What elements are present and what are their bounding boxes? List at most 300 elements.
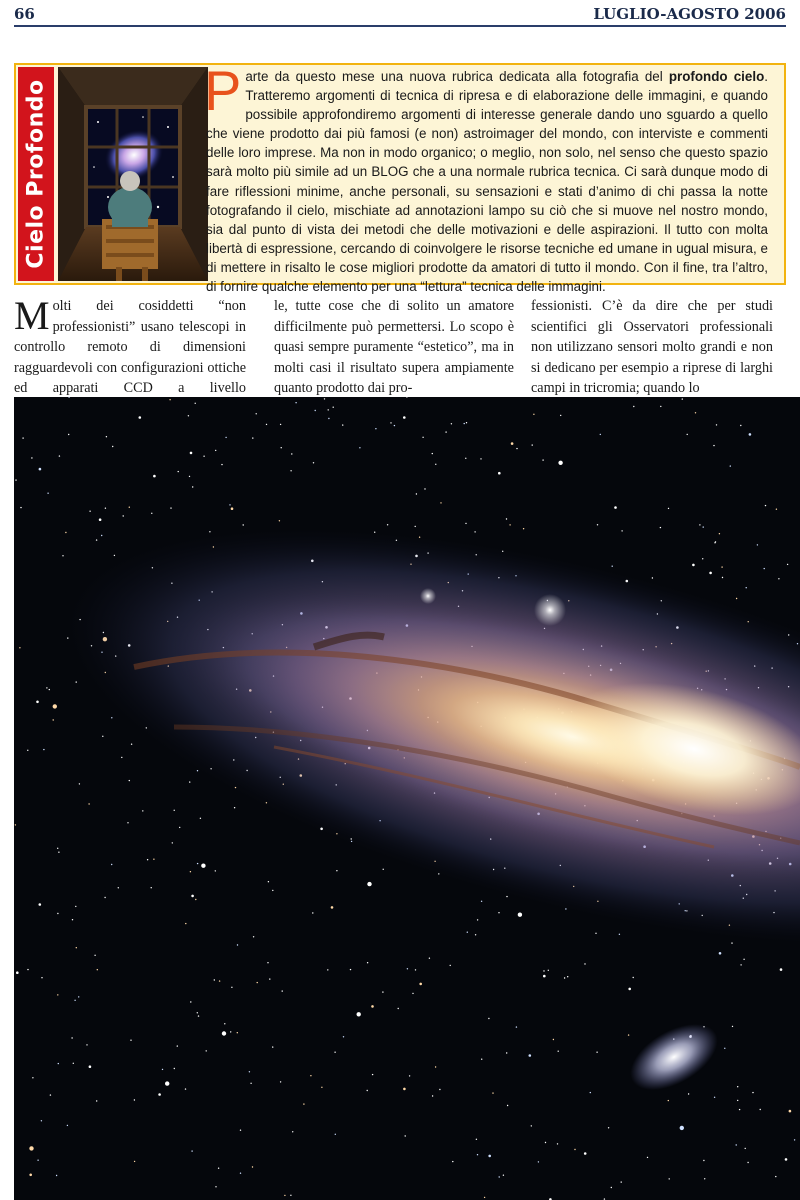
- star: [435, 1066, 436, 1067]
- star: [668, 1100, 669, 1101]
- star: [231, 507, 234, 510]
- star: [682, 398, 683, 399]
- star: [730, 465, 731, 466]
- star: [101, 535, 102, 536]
- star: [257, 982, 258, 983]
- star: [614, 506, 617, 509]
- star: [27, 750, 28, 751]
- star: [214, 979, 215, 980]
- star: [412, 993, 413, 994]
- star: [190, 1001, 191, 1002]
- star: [112, 446, 113, 447]
- star: [403, 416, 406, 419]
- astronomer-illustration-svg: [58, 67, 208, 281]
- star: [789, 1110, 792, 1113]
- star: [746, 587, 747, 588]
- star: [203, 456, 204, 457]
- star: [518, 913, 522, 917]
- article-column-1-text: olti dei cosiddetti “non professionisti” usano telescopi in controllo remoto di dimensioni ragguardevoli con configurazioni ottiche ed apparati CCD a livello: [14, 298, 246, 396]
- star: [172, 842, 173, 843]
- star: [65, 532, 66, 533]
- header-rule: [14, 25, 786, 27]
- star: [628, 988, 631, 991]
- star: [292, 1131, 293, 1132]
- star: [543, 970, 544, 971]
- star: [153, 859, 154, 860]
- star: [553, 1039, 554, 1040]
- star: [37, 1160, 38, 1161]
- star: [267, 962, 268, 963]
- star: [178, 471, 179, 472]
- star: [106, 436, 107, 437]
- star: [139, 416, 142, 419]
- star: [390, 422, 391, 423]
- star: [394, 425, 395, 426]
- star: [383, 869, 384, 870]
- star: [57, 913, 58, 914]
- star: [422, 437, 423, 438]
- star: [736, 598, 737, 599]
- star: [440, 502, 441, 503]
- star: [350, 969, 351, 970]
- star: [58, 852, 59, 853]
- star: [315, 410, 316, 411]
- star: [218, 1168, 219, 1169]
- star: [231, 987, 232, 988]
- intro-text: [204, 59, 768, 296]
- star: [574, 1149, 575, 1150]
- star: [731, 942, 732, 943]
- star: [67, 637, 68, 638]
- star: [760, 1109, 761, 1110]
- star: [596, 1052, 597, 1053]
- star: [719, 533, 720, 534]
- star: [22, 437, 23, 438]
- star: [409, 1075, 410, 1076]
- star: [743, 959, 744, 960]
- star: [165, 1081, 169, 1085]
- star: [76, 681, 77, 682]
- star: [222, 1031, 226, 1035]
- star: [611, 1187, 612, 1188]
- star: [709, 572, 712, 575]
- star: [89, 1065, 92, 1068]
- star: [529, 1054, 532, 1057]
- star: [532, 444, 533, 445]
- star: [15, 479, 16, 480]
- star: [523, 528, 524, 529]
- star: [114, 555, 115, 556]
- star: [367, 962, 368, 963]
- star: [608, 1127, 609, 1128]
- star: [142, 810, 143, 811]
- star: [372, 1074, 373, 1075]
- star: [342, 424, 343, 425]
- star: [367, 882, 371, 886]
- star: [765, 505, 766, 506]
- star: [558, 1051, 559, 1052]
- star: [279, 520, 280, 521]
- star: [375, 428, 376, 429]
- star: [736, 1144, 737, 1145]
- star: [628, 1034, 629, 1035]
- star: [450, 965, 451, 966]
- star: [111, 717, 112, 718]
- star: [46, 687, 47, 688]
- star: [57, 994, 58, 995]
- star: [73, 1063, 74, 1064]
- star: [57, 848, 58, 849]
- star: [776, 509, 777, 510]
- star: [72, 919, 73, 920]
- star: [153, 475, 156, 478]
- star: [371, 1005, 374, 1008]
- star: [703, 526, 704, 527]
- star: [398, 1008, 399, 1009]
- star: [509, 524, 510, 525]
- star: [516, 448, 517, 449]
- star: [558, 461, 562, 465]
- star: [272, 890, 273, 891]
- star: [503, 1175, 504, 1176]
- star: [96, 539, 97, 540]
- star: [268, 881, 269, 882]
- star: [252, 437, 253, 438]
- star: [195, 403, 196, 404]
- star: [15, 824, 16, 825]
- star: [280, 1081, 281, 1082]
- star: [439, 1089, 440, 1090]
- star: [310, 1075, 311, 1076]
- star: [492, 1092, 493, 1093]
- star: [324, 398, 325, 399]
- star: [343, 1036, 344, 1037]
- star: [621, 530, 622, 531]
- star: [282, 990, 283, 991]
- star: [474, 531, 475, 532]
- galaxy-svg: [14, 397, 800, 1200]
- star: [499, 1176, 500, 1177]
- star: [19, 647, 20, 648]
- star: [714, 1097, 715, 1098]
- star: [407, 968, 408, 969]
- star: [567, 976, 568, 977]
- star: [511, 442, 514, 445]
- star: [652, 577, 653, 578]
- article-columns: [14, 293, 786, 396]
- star: [724, 1048, 725, 1049]
- star: [195, 899, 196, 900]
- star: [78, 996, 79, 997]
- star: [206, 1050, 207, 1051]
- star: [498, 912, 499, 913]
- star: [27, 969, 28, 970]
- star: [488, 1155, 491, 1158]
- star: [192, 486, 193, 487]
- star: [757, 544, 758, 545]
- star: [435, 464, 436, 465]
- star: [600, 434, 601, 435]
- star: [29, 1174, 32, 1177]
- star: [560, 415, 561, 416]
- star: [669, 1178, 670, 1179]
- star: [219, 980, 220, 981]
- star: [668, 508, 669, 509]
- star: [191, 895, 194, 898]
- star: [29, 1146, 33, 1150]
- star: [506, 1052, 507, 1053]
- star: [281, 447, 282, 448]
- star: [794, 1139, 795, 1140]
- star: [39, 468, 42, 471]
- star: [99, 518, 102, 521]
- star: [240, 1173, 241, 1174]
- star: [321, 1087, 322, 1088]
- star: [703, 1160, 704, 1161]
- star: [334, 1052, 335, 1053]
- star: [250, 1083, 251, 1084]
- star: [269, 978, 270, 979]
- star: [68, 434, 69, 435]
- star: [331, 906, 334, 909]
- star: [557, 1143, 558, 1144]
- star: [170, 507, 171, 508]
- star: [660, 406, 661, 407]
- star: [660, 527, 661, 528]
- star: [89, 511, 90, 512]
- star: [20, 507, 21, 508]
- star: [721, 566, 722, 567]
- star: [764, 568, 765, 569]
- star: [477, 1154, 478, 1155]
- star: [36, 701, 39, 704]
- star: [74, 1000, 75, 1001]
- star: [313, 462, 314, 463]
- star: [209, 531, 210, 532]
- star: [215, 1186, 216, 1187]
- star: [785, 1158, 788, 1161]
- star: [467, 932, 468, 933]
- star: [243, 524, 244, 525]
- star: [229, 504, 230, 505]
- star: [745, 1148, 746, 1149]
- star: [190, 871, 191, 872]
- star: [49, 689, 50, 690]
- star: [545, 1142, 546, 1143]
- star: [538, 1161, 539, 1162]
- star: [129, 507, 130, 508]
- astronomer-illustration: [58, 67, 208, 281]
- star: [584, 963, 585, 964]
- star: [419, 983, 422, 986]
- star: [432, 1095, 433, 1096]
- star: [719, 952, 722, 955]
- star: [531, 1125, 532, 1126]
- intro-box: [14, 59, 786, 295]
- star: [506, 518, 507, 519]
- star: [134, 1099, 135, 1100]
- star: [41, 1120, 42, 1121]
- star: [715, 541, 716, 542]
- star: [737, 1100, 738, 1101]
- star: [465, 458, 466, 459]
- star: [189, 781, 190, 782]
- star: [328, 409, 329, 410]
- star: [76, 947, 77, 948]
- star: [188, 415, 189, 416]
- star: [633, 977, 634, 978]
- star: [327, 969, 328, 970]
- star: [169, 399, 170, 400]
- star: [739, 1109, 740, 1110]
- star: [215, 450, 216, 451]
- star: [230, 1031, 231, 1032]
- star: [303, 1103, 304, 1104]
- star: [215, 870, 216, 871]
- star: [464, 423, 465, 424]
- star: [147, 859, 148, 860]
- star: [702, 558, 703, 559]
- star: [488, 1018, 489, 1019]
- page-header: [14, 0, 786, 28]
- star: [415, 526, 416, 527]
- star: [692, 564, 695, 567]
- star: [590, 1092, 591, 1093]
- intro-text-rest: . Tratteremo argomenti di tecnica di ripresa e di elaborazione delle immagini, e quando possibile approfondiremo argomenti di interesse generale dando uno sguardo a quello che viene prodotto dai più famosi (e non) astroimager del mondo, con interviste e commenti delle loro imprese. Ma non in modo organico; o meglio, non solo, nel senso che questo spazio sarà molto più simile ad un BLOG che a una normale rubrica tecnica. Ci sarà dunque modo di fare riflessioni minime, anche personali, su sensazioni e stati d’animo di chi passa la notte fotografando il cielo, mischiate ad annotazioni lampo su ciò che si muove nel nostro mondo, sia dal punto di vista dei metodi che delle motivazioni e delle aspirazioni. Il tutto con molta libertà di espressione, cercando di coinvolgere le risorse tecniche ed umane in ugual misura, e di mettere in risalto le cose migliori prodotte da amatori di tutto il mondo. Con il fine, tra l’altro, di fornire qualche elemento per una “lettura” tecnica delle immagini.: [206, 69, 768, 295]
- star: [533, 414, 534, 415]
- star: [713, 445, 714, 446]
- section-label-text: Cielo Profondo: [23, 79, 49, 269]
- issue-date: LUGLIO-AGOSTO 2006: [593, 5, 786, 23]
- star: [121, 757, 122, 758]
- star: [359, 447, 360, 448]
- star: [179, 827, 180, 828]
- star: [506, 896, 507, 897]
- star: [481, 901, 482, 902]
- star: [775, 1176, 776, 1177]
- star: [466, 422, 467, 423]
- star: [88, 803, 89, 804]
- star: [104, 897, 105, 898]
- star: [56, 1175, 57, 1176]
- star: [191, 1150, 192, 1151]
- star: [621, 1181, 622, 1182]
- star: [295, 402, 296, 403]
- star: [67, 1125, 68, 1126]
- star: [53, 704, 57, 708]
- intro-drop-cap: P: [204, 59, 242, 122]
- star: [367, 1090, 368, 1091]
- star: [225, 437, 226, 438]
- star: [564, 977, 565, 978]
- star: [357, 1012, 361, 1016]
- star: [680, 1126, 684, 1130]
- star: [465, 523, 466, 524]
- star: [597, 524, 598, 525]
- star: [43, 749, 44, 750]
- star: [595, 933, 596, 934]
- intro-bold-term: profondo cielo: [668, 69, 765, 84]
- star: [71, 1037, 72, 1038]
- star: [477, 919, 478, 920]
- star: [290, 1195, 291, 1196]
- star: [31, 457, 32, 458]
- star: [252, 1166, 253, 1167]
- star: [224, 1023, 225, 1024]
- star: [778, 578, 779, 579]
- star: [131, 744, 132, 745]
- star: [780, 968, 783, 971]
- star: [498, 472, 501, 475]
- star: [333, 407, 334, 408]
- star: [290, 470, 291, 471]
- intro-text-start: arte da questo mese una nuova rubrica dedicata alla fotografia del: [245, 69, 669, 84]
- star: [416, 493, 417, 494]
- star: [62, 555, 63, 556]
- star: [253, 936, 254, 937]
- star: [234, 807, 235, 808]
- star: [75, 906, 76, 907]
- star: [240, 1130, 241, 1131]
- star: [134, 1161, 135, 1162]
- star: [284, 1195, 285, 1196]
- article-column-2: le, tutte cose che di solito un amatore difficilmente può permettersi. Lo scopo è quasi sempre puramente “estetico”, ma in molti casi il risultato supera ampiamente quanto prodotto dai pro-: [274, 298, 514, 396]
- article-drop-cap: M: [14, 293, 50, 338]
- star: [647, 1157, 648, 1158]
- star: [722, 577, 723, 578]
- star: [266, 424, 267, 425]
- star: [177, 1045, 178, 1046]
- star: [429, 958, 430, 959]
- star: [312, 912, 313, 913]
- star: [189, 476, 190, 477]
- star: [737, 1086, 738, 1087]
- star: [507, 1105, 508, 1106]
- star: [543, 975, 546, 978]
- star: [716, 424, 717, 425]
- star: [432, 453, 433, 454]
- star: [335, 1134, 336, 1135]
- star: [185, 923, 186, 924]
- star: [32, 1077, 33, 1078]
- star: [41, 977, 42, 978]
- star: [451, 423, 452, 424]
- star: [158, 1093, 161, 1096]
- star: [16, 971, 19, 974]
- star: [740, 964, 741, 965]
- star: [59, 455, 60, 456]
- star: [237, 1032, 238, 1033]
- star: [94, 955, 95, 956]
- star: [484, 1197, 485, 1198]
- star: [452, 1161, 453, 1162]
- star: [102, 736, 103, 737]
- star: [749, 433, 752, 436]
- star: [123, 515, 124, 516]
- star: [403, 1088, 406, 1091]
- star: [612, 566, 613, 567]
- star: [53, 719, 54, 720]
- star: [197, 1012, 198, 1013]
- star: [291, 453, 292, 454]
- star: [787, 564, 788, 565]
- star: [476, 1139, 477, 1140]
- star: [162, 1069, 163, 1070]
- star: [151, 513, 152, 514]
- star: [174, 1068, 175, 1069]
- star: [50, 1094, 51, 1095]
- star: [151, 887, 152, 888]
